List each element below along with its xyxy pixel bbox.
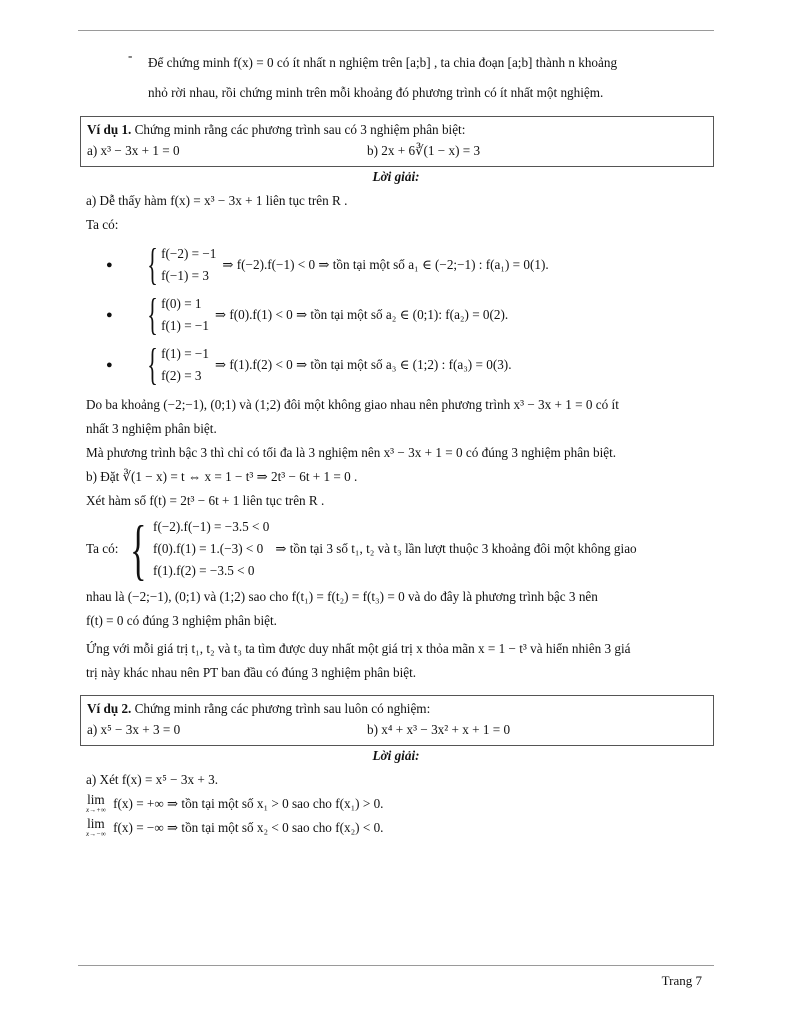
sol1-b-cont-1: nhau là (−2;−1), (0;1) và (1;2) sao cho f(t₁) = f(t₂) = f(t₃) = 0 và do đây là phương trình bậc 3 nên xyxy=(86,589,598,604)
limit-1-sub: x→+∞ xyxy=(86,805,106,814)
limit-2-op: lim xyxy=(87,815,105,831)
example-2-box xyxy=(80,695,714,746)
example-2-label: Ví dụ 2. xyxy=(87,701,132,716)
system-2 xyxy=(142,290,209,339)
intro-dash: - xyxy=(128,48,133,63)
system-1 xyxy=(142,240,217,289)
system-3-line-1: f(1) = −1 xyxy=(161,346,209,361)
brace-icon: { xyxy=(147,290,158,339)
sol1-b-final-1: Ứng với mỗi giá trị t₁, t₂ và t₃ ta tìm được duy nhất một giá trị x thỏa mãn x = 1 − t³ và hiển nhiên 3 giá xyxy=(86,641,631,656)
system-b xyxy=(122,511,270,587)
page-number: Trang 7 xyxy=(661,973,702,988)
limit-2-sub: x→−∞ xyxy=(86,829,106,838)
system-b-line-3: f(1).f(2) = −3.5 < 0 xyxy=(153,563,255,578)
solution-1-title: Lời giải: xyxy=(372,169,420,184)
example-1-heading xyxy=(87,120,707,140)
solution-2-title: Lời giải: xyxy=(372,748,420,763)
intro-line-1: Để chứng minh f(x) = 0 có ít nhất n nghiệm trên [a;b] , ta chia đoạn [a;b] thành n khoảng xyxy=(148,55,618,70)
system-1-line-1: f(−2) = −1 xyxy=(161,246,217,261)
bullet-icon: ● xyxy=(106,309,113,321)
example-1-parts xyxy=(87,140,707,162)
intro-line-2: nhỏ rời nhau, rồi chứng minh trên mỗi khoảng đó phương trình có ít nhất một nghiệm. xyxy=(148,85,604,100)
brace-icon: { xyxy=(147,340,158,389)
sol1-bullet-1 xyxy=(86,240,706,289)
sol1-a-intro: a) Dễ thấy hàm f(x) = x³ − 3x + 1 liên tục trên R . xyxy=(86,193,348,208)
bullet-icon: ● xyxy=(106,359,113,371)
limit-1-operator xyxy=(86,791,106,816)
system-3-line-2: f(2) = 3 xyxy=(161,368,202,383)
sol1-conclusion-3: Mà phương trình bậc 3 thì chỉ có tối đa là 3 nghiệm nên x³ − 3x + 1 = 0 có đúng 3 nghiệm phân biệt. xyxy=(86,445,617,460)
system-2-line-1: f(0) = 1 xyxy=(161,296,202,311)
example-2-part-a: a) x⁵ − 3x + 3 = 0 xyxy=(87,722,181,737)
limit-1-op: lim xyxy=(87,791,105,807)
system-1-line-2: f(−1) = 3 xyxy=(161,268,209,283)
example-2-part-b: b) x⁴ + x³ − 3x² + x + 1 = 0 xyxy=(367,722,511,737)
limit-1-text: f(x) = +∞ ⇒ tồn tại một số x₁ > 0 sao cho f(x₁) > 0. xyxy=(113,796,384,811)
bullet-icon: ● xyxy=(106,259,113,271)
example-2-prompt: Chứng minh rằng các phương trình sau luôn có nghiệm: xyxy=(134,701,431,716)
example-1-prompt: Chứng minh rằng các phương trình sau có 3 nghiệm phân biệt: xyxy=(134,122,466,137)
system-3 xyxy=(142,340,209,389)
system-3-tail: ⇒ f(1).f(2) < 0 ⇒ tồn tại một số a₃ ∈ (1;2) : f(a₃) = 0(3). xyxy=(214,357,512,372)
sol1-b-ta-co: Ta có: xyxy=(86,541,119,556)
sol2-limit-1 xyxy=(86,792,706,816)
example-1-label: Ví dụ 1. xyxy=(87,122,132,137)
sol1-bullet-3 xyxy=(86,340,706,389)
sol1-ta-co: Ta có: xyxy=(86,217,119,232)
brace-icon: { xyxy=(130,511,147,587)
sol1-b-cont-2: f(t) = 0 có đúng 3 nghiệm phân biệt. xyxy=(86,613,277,628)
limit-2-text: f(x) = −∞ ⇒ tồn tại một số x₂ < 0 sao cho f(x₂) < 0. xyxy=(113,820,384,835)
example-2-heading xyxy=(87,699,707,719)
system-b-line-1: f(−2).f(−1) = −3.5 < 0 xyxy=(153,519,270,534)
example-1-part-a: a) x³ − 3x + 1 = 0 xyxy=(87,143,180,158)
limit-2-operator xyxy=(86,815,106,840)
sol1-b-final-2: trị này khác nhau nên PT ban đầu có đúng 3 nghiệm phân biệt. xyxy=(86,665,417,680)
example-1-box xyxy=(80,116,714,167)
sol1-conclusion-1: Do ba khoảng (−2;−1), (0;1) và (1;2) đôi một không giao nhau nên phương trình x³ − 3x + 1 = 0 có ít xyxy=(86,397,619,412)
system-b-line-2: f(0).f(1) = 1.(−3) < 0 xyxy=(153,541,264,556)
sol1-bullet-2 xyxy=(86,290,706,339)
system-2-line-2: f(1) = −1 xyxy=(161,318,209,333)
sol1-xet-ham: Xét hàm số f(t) = 2t³ − 6t + 1 liên tục trên R . xyxy=(86,493,325,508)
example-2-parts xyxy=(87,719,707,741)
sol1-conclusion-2: nhất 3 nghiệm phân biệt. xyxy=(86,421,217,436)
page-content xyxy=(86,48,706,840)
system-1-tail: ⇒ f(−2).f(−1) < 0 ⇒ tồn tại một số a₁ ∈ (−2;−1) : f(a₁) = 0(1). xyxy=(222,257,549,272)
brace-icon: { xyxy=(147,240,158,289)
system-b-tail: ⇒ tồn tại 3 số t₁, t₂ và t₃ lần lượt thuộc 3 khoảng đôi một không giao xyxy=(275,541,637,556)
sol2-a-intro: a) Xét f(x) = x⁵ − 3x + 3. xyxy=(86,772,219,787)
example-1-part-b: b) 2x + 6∛(1 − x) = 3 xyxy=(367,143,481,158)
sol2-limit-2 xyxy=(86,816,706,840)
sol1-b-system xyxy=(86,511,706,587)
sol1-b-intro: b) Đặt ∛(1 − x) = t ⇔ x = 1 − t³ ⇒ 2t³ − 6t + 1 = 0 . xyxy=(86,469,358,484)
header-rule xyxy=(78,30,714,31)
system-2-tail: ⇒ f(0).f(1) < 0 ⇒ tồn tại một số a₂ ∈ (0;1): f(a₂) = 0(2). xyxy=(214,307,509,322)
intro-block xyxy=(86,48,706,108)
footer-rule xyxy=(78,965,714,966)
